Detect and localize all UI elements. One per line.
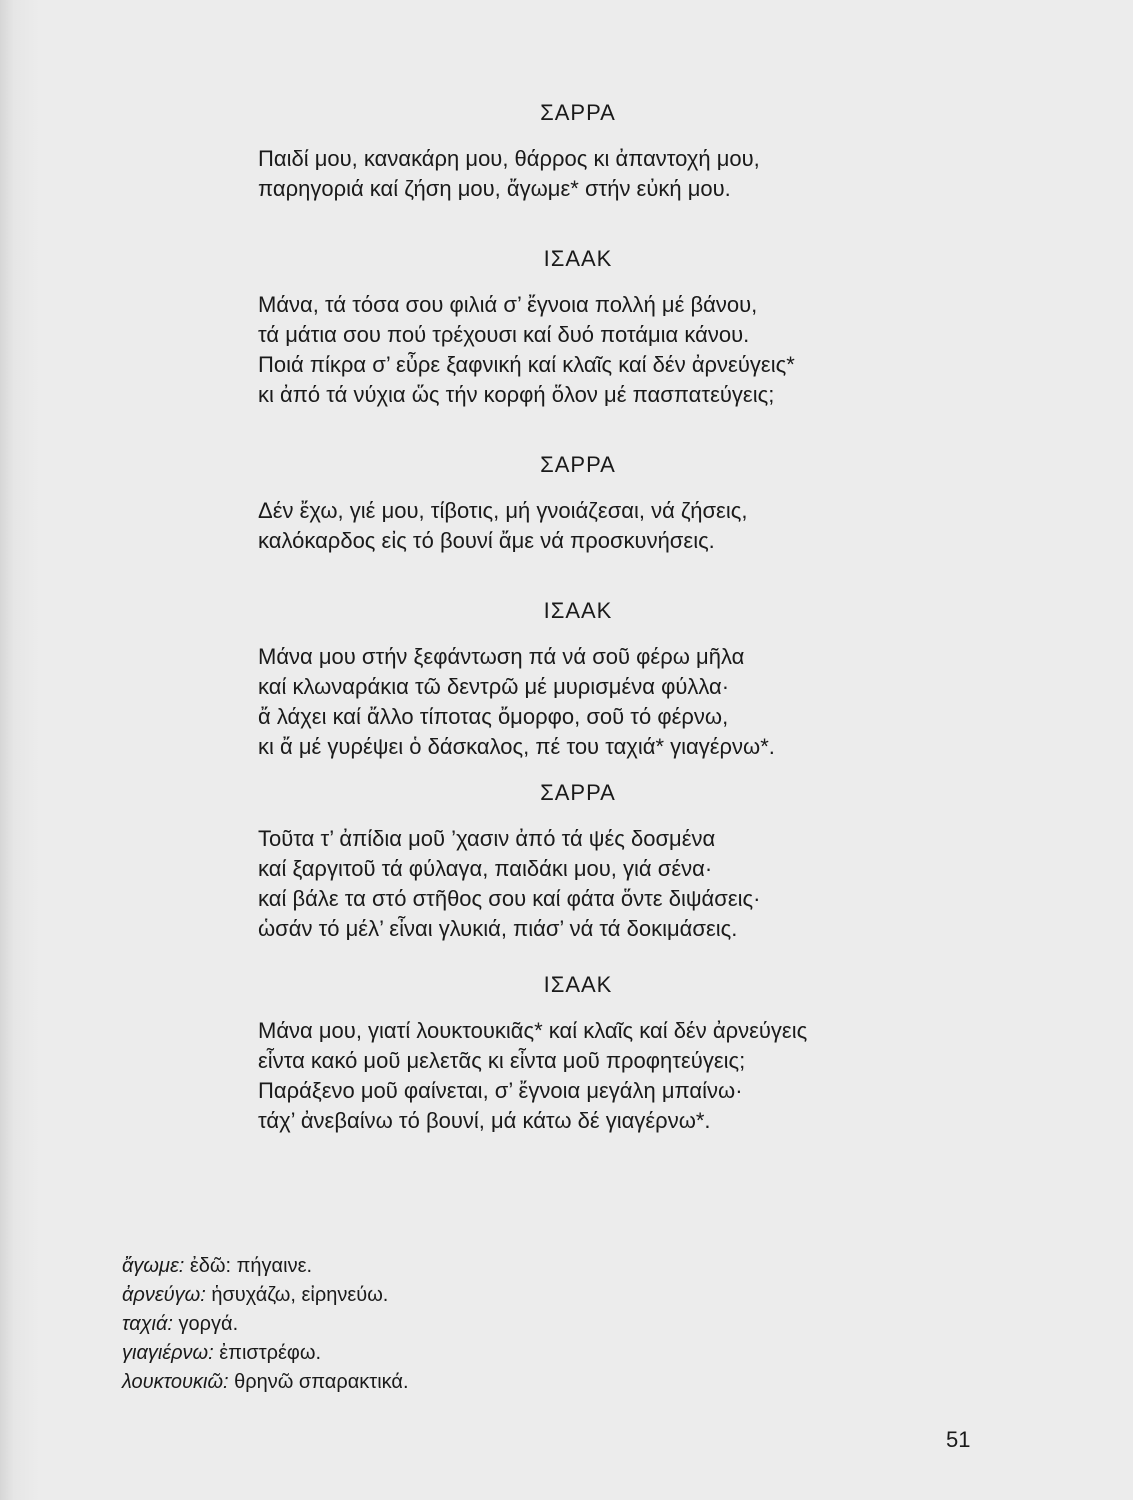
glossary-term: γιαγιέρνω: — [122, 1342, 214, 1364]
glossary-entry — [122, 1339, 922, 1368]
glossary-term: ἀρνεύγω: — [122, 1284, 206, 1306]
stanza — [258, 824, 998, 944]
page-number: 51 — [946, 1427, 971, 1452]
verse-line: καί βάλε τα στό στῆθος σου καί φάτα ὅντε διψάσεις· — [258, 886, 761, 911]
glossary-term: λουκτουκιῶ: — [122, 1371, 229, 1393]
stanza — [258, 642, 998, 762]
stanza — [258, 496, 998, 556]
glossary-entry — [122, 1281, 922, 1310]
stanza — [258, 290, 998, 410]
verse-line: Παιδί μου, κανακάρη μου, θάρρος κι ἀπαντοχή μου, — [258, 146, 760, 171]
speaker-name: ΙΣΑΑΚ — [543, 972, 613, 997]
speaker-name: ΙΣΑΑΚ — [543, 246, 613, 271]
speaker-name: ΣΑΡΡΑ — [540, 452, 616, 477]
glossary-entry — [122, 1310, 922, 1339]
verse-line: τάχ’ ἀνεβαίνω τό βουνί, μά κάτω δέ γιαγέρνω*. — [258, 1108, 711, 1133]
verse-line: καλόκαρδος εἰς τό βουνί ἄμε νά προσκυνήσεις. — [258, 528, 715, 553]
verse-line: καί ξαργιτοῦ τά φύλαγα, παιδάκι μου, γιά σένα· — [258, 856, 713, 881]
glossary — [122, 1252, 922, 1397]
glossary-definition: ἡσυχάζω, εἰρηνεύω. — [211, 1284, 389, 1306]
verse-line: καί κλωναράκια τῶ δεντρῶ μέ μυρισμένα φύλλα· — [258, 674, 730, 699]
verse-line: κι ἄ μέ γυρέψει ὁ δάσκαλος, πέ του ταχιά* γιαγέρνω*. — [258, 734, 775, 759]
verse-line: Μάνα μου στήν ξεφάντωση πά νά σοῦ φέρω μῆλα — [258, 644, 745, 669]
verse-line: ὡσάν τό μέλ’ εἶναι γλυκιά, πιάσ’ νά τά δοκιμάσεις. — [258, 916, 738, 941]
verse-line: Δέν ἔχω, γιέ μου, τίβοτις, μή γνοιάζεσαι, νά ζήσεις, — [258, 498, 748, 523]
verse-line: Μάνα μου, γιατί λουκτουκιᾶς* καί κλαῖς καί δέν ἀρνεύγεις — [258, 1018, 808, 1043]
glossary-definition: ἐδῶ: πήγαινε. — [189, 1255, 313, 1277]
verse-line: Τοῦτα τ’ ἀπίδια μοῦ ’χασιν ἀπό τά ψές δοσμένα — [258, 826, 716, 851]
verse-line: Παράξενο μοῦ φαίνεται, σ’ ἔγνοια μεγάλη μπαίνω· — [258, 1078, 743, 1103]
glossary-definition: γοργά. — [178, 1313, 239, 1335]
glossary-entry — [122, 1252, 922, 1281]
dialogue-poem — [258, 96, 998, 1136]
glossary-definition: ἐπιστρέφω. — [219, 1342, 322, 1364]
speaker-name: ΙΣΑΑΚ — [543, 598, 613, 623]
stanza — [258, 144, 998, 204]
verse-line: ἄ λάχει καί ἄλλο τίποτας ὄμορφο, σοῦ τό φέρνω, — [258, 704, 729, 729]
glossary-term: ἄγωμε: — [122, 1255, 185, 1277]
speaker-name: ΣΑΡΡΑ — [540, 100, 616, 125]
speaker-name: ΣΑΡΡΑ — [540, 780, 616, 805]
glossary-term: ταχιά: — [122, 1313, 173, 1335]
verse-line: Μάνα, τά τόσα σου φιλιά σ’ ἔγνοια πολλή μέ βάνου, — [258, 292, 758, 317]
verse-line: παρηγοριά καί ζήση μου, ἄγωμε* στήν εὐκή μου. — [258, 176, 731, 201]
glossary-definition: θρηνῶ σπαρακτικά. — [234, 1371, 409, 1393]
verse-line: κι ἀπό τά νύχια ὥς τήν κορφή ὅλον μέ πασπατεύγεις; — [258, 382, 775, 407]
verse-line: εἶντα κακό μοῦ μελετᾶς κι εἶντα μοῦ προφητεύγεις; — [258, 1048, 746, 1073]
glossary-entry — [122, 1368, 922, 1397]
stanza — [258, 1016, 998, 1136]
verse-line: τά μάτια σου πού τρέχουσι καί δυό ποτάμια κάνου. — [258, 322, 750, 347]
verse-line: Ποιά πίκρα σ’ εὖρε ξαφνική καί κλαῖς καί δέν ἀρνεύγεις* — [258, 352, 795, 377]
